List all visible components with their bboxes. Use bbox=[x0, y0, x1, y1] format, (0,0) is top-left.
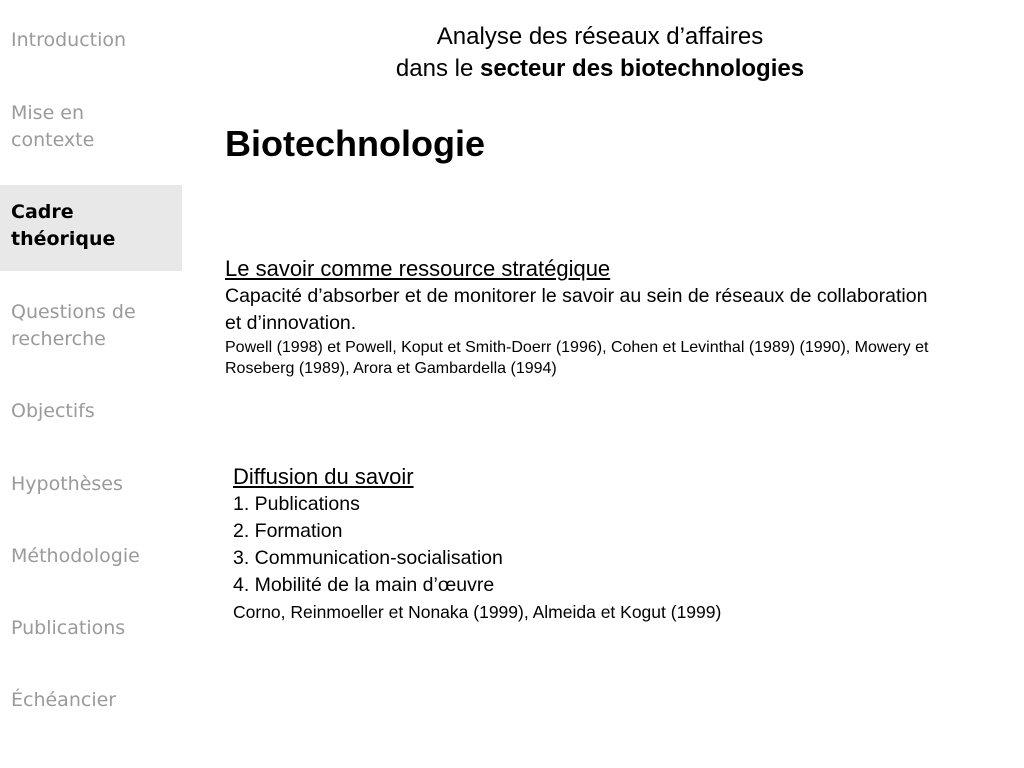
section-heading: Le savoir comme ressource stratégique bbox=[225, 256, 611, 281]
list-item: 3. Communication-socialisation bbox=[233, 547, 503, 569]
list-item: 1. Publications bbox=[233, 493, 360, 515]
sidebar-item-objectifs[interactable]: Objectifs bbox=[11, 400, 95, 422]
header-line-2-bold: secteur des biotechnologies bbox=[479, 55, 805, 82]
presentation-header bbox=[290, 21, 910, 85]
sidebar-nav bbox=[0, 0, 182, 768]
sidebar-item-introduction[interactable]: Introduction bbox=[11, 29, 127, 51]
section-references: Corno, Reinmoeller et Nonaka (1999), Almeida et Kogut (1999) bbox=[233, 602, 722, 622]
sidebar-item-methodologie[interactable]: Méthodologie bbox=[11, 545, 140, 567]
section-diffusion-savoir bbox=[233, 463, 953, 626]
sidebar-item-hypotheses[interactable]: Hypothèses bbox=[11, 473, 123, 495]
section-heading: Diffusion du savoir bbox=[233, 464, 414, 489]
page-title: Biotechnologie bbox=[225, 123, 485, 164]
sidebar-item-publications[interactable]: Publications bbox=[11, 617, 126, 639]
sidebar-item-questions-de-recherche[interactable]: Questions de recherche bbox=[11, 301, 136, 350]
header-line-1: Analyse des réseaux d’affaires bbox=[436, 23, 764, 50]
section-text: Capacité d’absorber et de monitorer le savoir au sein de réseaux de collaboration et d’innovation. bbox=[225, 285, 928, 334]
list-item: 2. Formation bbox=[233, 520, 343, 542]
sidebar-item-mise-en-contexte[interactable]: Mise en contexte bbox=[11, 102, 95, 151]
sidebar-item-cadre-theorique[interactable]: Cadre théorique bbox=[0, 185, 182, 271]
list-item: 4. Mobilité de la main d’œuvre bbox=[233, 574, 495, 596]
section-savoir-ressource bbox=[225, 255, 945, 379]
header-line-2 bbox=[290, 53, 910, 85]
header-line-2-prefix: dans le bbox=[395, 55, 480, 82]
sidebar-item-echeancier[interactable]: Échéancier bbox=[11, 689, 117, 711]
section-references: Powell (1998) et Powell, Koput et Smith-Doerr (1996), Cohen et Levinthal (1989) (1990), Mowery et Roseberg (1989), Arora et Gambardella (1994) bbox=[225, 339, 929, 377]
